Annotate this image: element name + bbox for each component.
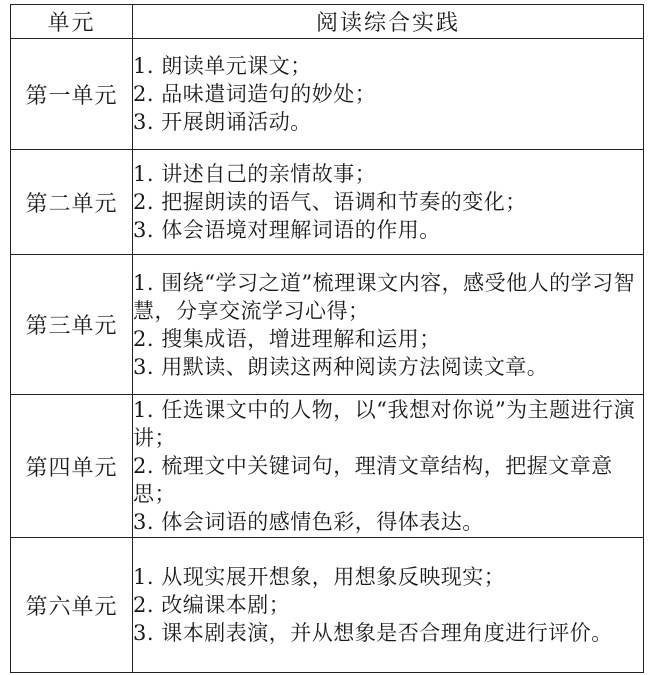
reading-practice-table: [10, 4, 644, 673]
practice-item: 3. 课本剧表演，并从想象是否合理角度进行评价。: [133, 621, 613, 645]
practice-item: 1. 从现实展开想象，用想象反映现实；: [133, 565, 506, 589]
practice-item: 2. 梳理文中关键词句，理清文章结构，把握文章意思；: [133, 454, 613, 506]
header-practice: 阅读综合实践: [133, 5, 644, 39]
practice-item: 2. 把握朗读的语气、语调和节奏的变化；: [133, 190, 527, 214]
header-unit: 单元: [11, 5, 133, 39]
practice-item: 1. 任选课文中的人物，以“我想对你说”为主题进行演讲；: [133, 398, 636, 450]
table-row: [11, 255, 644, 395]
practice-items: [133, 255, 644, 395]
table-row: [11, 150, 644, 255]
unit-name: 第二单元: [11, 150, 133, 255]
unit-name: 第四单元: [11, 395, 133, 538]
table-header-row: [11, 5, 644, 39]
practice-item: 3. 体会语境对理解词语的作用。: [133, 218, 441, 242]
practice-items: [133, 395, 644, 538]
practice-items: [133, 39, 644, 150]
practice-item: 3. 开展朗诵活动。: [133, 110, 312, 134]
practice-item: 1. 围绕“学习之道”梳理课文内容，感受他人的学习智慧，分享交流学习心得；: [133, 270, 636, 323]
table-row: [11, 39, 644, 150]
practice-item: 2. 改编课本剧；: [133, 593, 291, 617]
unit-name: 第一单元: [11, 39, 133, 150]
practice-item: 3. 用默读、朗读这两种阅读方法阅读文章。: [133, 354, 549, 379]
practice-items: [133, 150, 644, 255]
practice-item: 3. 体会词语的感情色彩，得体表达。: [133, 510, 484, 534]
unit-name: 第六单元: [11, 538, 133, 673]
unit-name: 第三单元: [11, 255, 133, 395]
table-row: [11, 395, 644, 538]
practice-item: 1. 朗读单元课文；: [133, 54, 312, 78]
practice-item: 1. 讲述自己的亲情故事；: [133, 162, 377, 186]
practice-item: 2. 品味遣词造句的妙处；: [133, 82, 377, 106]
table-row: [11, 538, 644, 673]
practice-items: [133, 538, 644, 673]
practice-item: 2. 搜集成语，增进理解和运用；: [133, 326, 441, 351]
